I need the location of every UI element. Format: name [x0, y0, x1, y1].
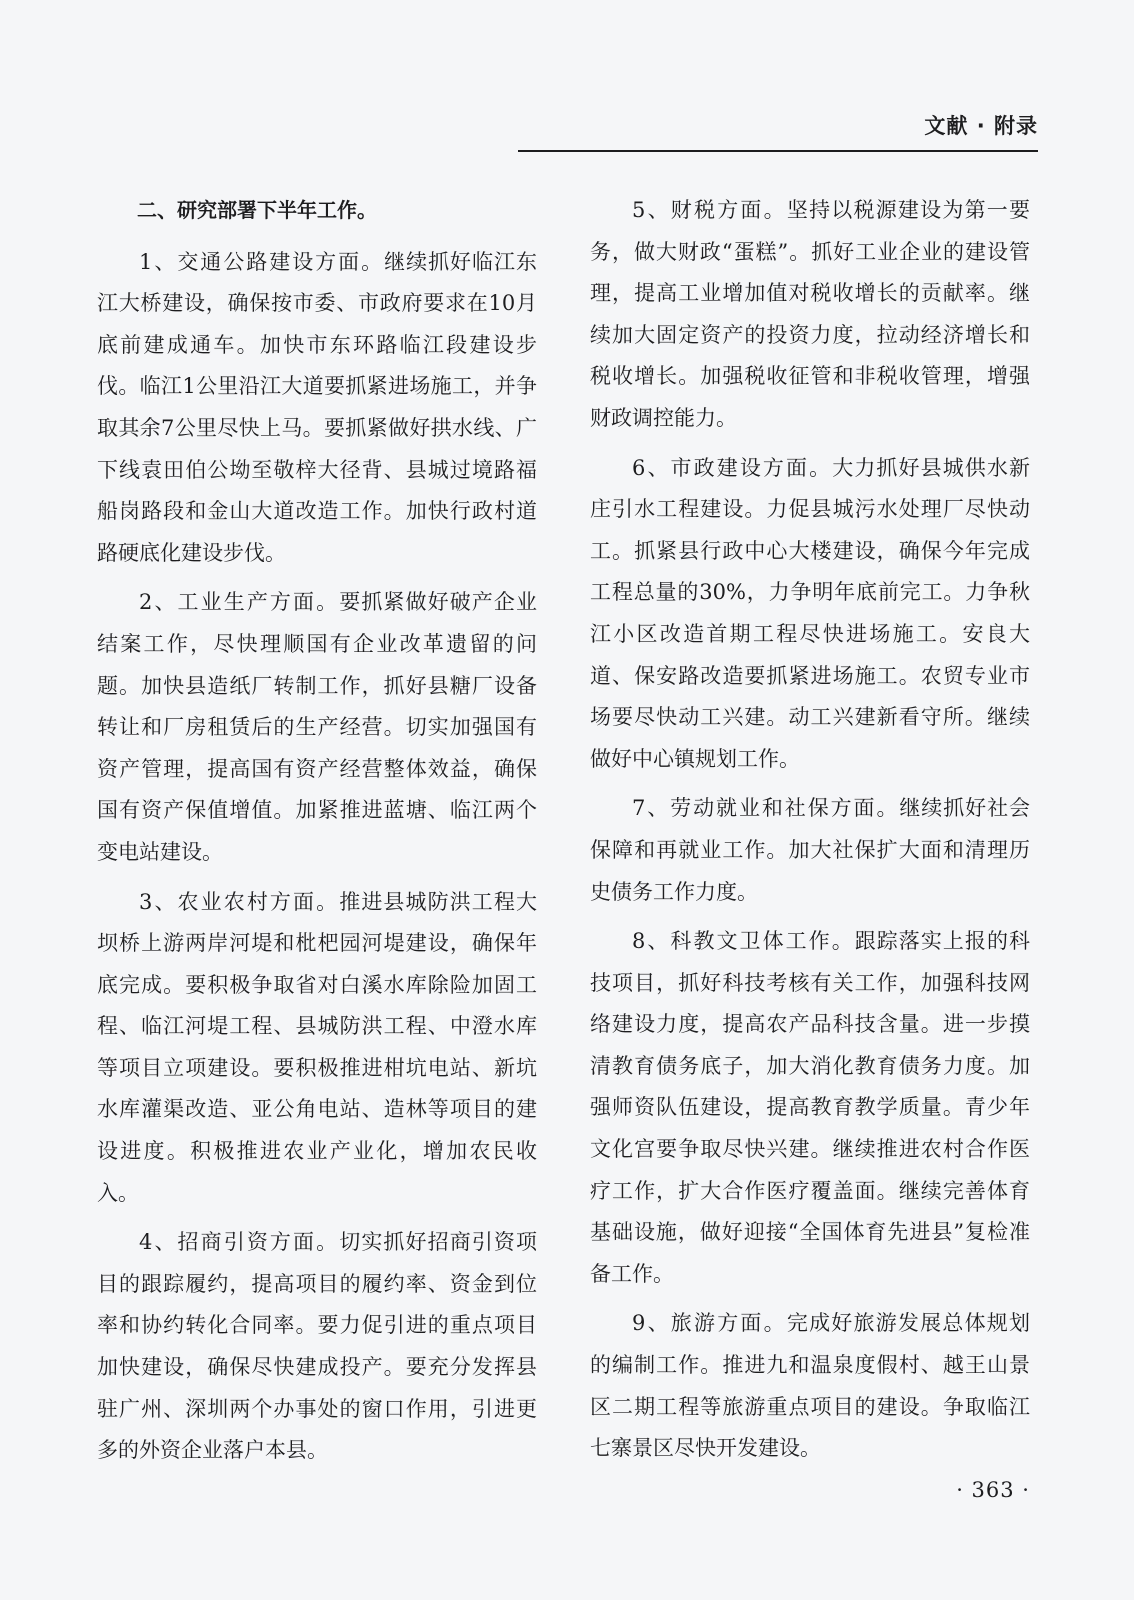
paragraph-9-text: 完成好旅游发展总体规划的编制工作。推进九和温泉度假村、越王山景区二期工程等旅游重点项目的建设。争取临江七寨景区尽快开发建设。 — [590, 1311, 1030, 1461]
section-title: 文献 · 附录 — [924, 114, 1038, 138]
section-heading: 二、研究部署下半年工作。 — [137, 198, 377, 222]
paragraph-1-lead: 1、交通公路建设方面。 — [139, 249, 385, 274]
paragraph-7-lead: 7、劳动就业和社保方面。 — [632, 796, 900, 821]
paragraph-6-lead: 6、市政建设方面。 — [632, 455, 833, 480]
right-column — [590, 190, 1030, 1478]
paragraph-9 — [590, 1303, 1030, 1469]
paragraph-5 — [590, 190, 1030, 440]
paragraph-9-lead: 9、旅游方面。 — [632, 1311, 787, 1336]
paragraph-5-text: 坚持以税源建设为第一要务，做大财政“蛋糕”。抓好工业企业的建设管理，提高工业增加值对税收增长的贡献率。继续加大固定资产的投资力度，拉动经济增长和税收增长。加强税收征管和非税收管理，增强财政调控能力。 — [590, 198, 1030, 430]
paragraph-4-text: 切实抓好招商引资项目的跟踪履约，提高项目的履约率、资金到位率和协约转化合同率。要力促引进的重点项目加快建设，确保尽快建成投产。要充分发挥县驻广州、深圳两个办事处的窗口作用，引进更多的外资企业落户本县。 — [97, 1230, 537, 1463]
paragraph-5-lead: 5、财税方面。 — [632, 198, 787, 222]
paragraph-6 — [590, 448, 1030, 781]
paragraph-7-text: 继续抓好社会保障和再就业工作。加大社保扩大面和清理历史债务工作力度。 — [590, 796, 1030, 904]
paragraph-8-text: 跟踪落实上报的科技项目，抓好科技考核有关工作，加强科技网络建设力度，提高农产品科技含量。进一步摸清教育债务底子，加大消化教育债务力度。加强师资队伍建设，提高教育教学质量。青少年文化宫要争取尽快兴建。继续推进农村合作医疗工作，扩大合作医疗覆盖面。继续完善体育基础设施，做好迎接“全国体育先进县”复检准备工作。 — [590, 929, 1030, 1286]
running-header — [518, 110, 1038, 152]
paragraph-8 — [590, 921, 1030, 1295]
paragraph-3-lead: 3、农业农村方面。 — [139, 889, 340, 914]
paragraph-2-lead: 2、工业生产方面。 — [139, 590, 340, 615]
paragraph-2 — [97, 582, 537, 873]
paragraph-4 — [97, 1222, 537, 1472]
paragraph-2-text: 要抓紧做好破产企业结案工作，尽快理顺国有企业改革遗留的问题。加快县造纸厂转制工作，抓好县糖厂设备转让和厂房租赁后的生产经营。切实加强国有资产管理，提高国有资产经营整体效益，确保国有资产保值增值。加紧推进蓝塘、临江两个变电站建设。 — [97, 590, 537, 864]
paragraph-6-text: 大力抓好县城供水新庄引水工程建设。力促县城污水处理厂尽快动工。抓紧县行政中心大楼建设，确保今年完成工程总量的30%，力争明年底前完工。力争秋江小区改造首期工程尽快进场施工。安良大道、保安路改造要抓紧进场施工。农贸专业市场要尽快动工兴建。动工兴建新看守所。继续做好中心镇规划工作。 — [590, 455, 1030, 771]
paragraph-1 — [97, 242, 537, 575]
paragraph-1-text: 继续抓好临江东江大桥建设，确保按市委、市政府要求在10月底前建成通车。加快市东环路临江段建设步伐。临江1公里沿江大道要抓紧进场施工，并争取其余7公里尽快上马。要抓紧做好拱水线、广下线袁田伯公坳至敬梓大径背、县城过境路福船岗路段和金山大道改造工作。加快行政村道路硬底化建设步伐。 — [97, 249, 537, 565]
page-number: · 363 · — [956, 1478, 1030, 1502]
paragraph-8-lead: 8、科教文卫体工作。 — [632, 929, 855, 954]
paragraph-4-lead: 4、招商引资方面。 — [139, 1230, 340, 1255]
paragraph-7 — [590, 788, 1030, 913]
paragraph-3 — [97, 882, 537, 1215]
paragraph-3-text: 推进县城防洪工程大坝桥上游两岸河堤和枇杷园河堤建设，确保年底完成。要积极争取省对白溪水库除险加固工程、临江河堤工程、县城防洪工程、中澄水库等项目立项建设。要积极推进柑坑电站、新坑水库灌渠改造、亚公角电站、造林等项目的建设进度。积极推进农业产业化，增加农民收入。 — [97, 889, 537, 1205]
left-column — [97, 190, 537, 1480]
